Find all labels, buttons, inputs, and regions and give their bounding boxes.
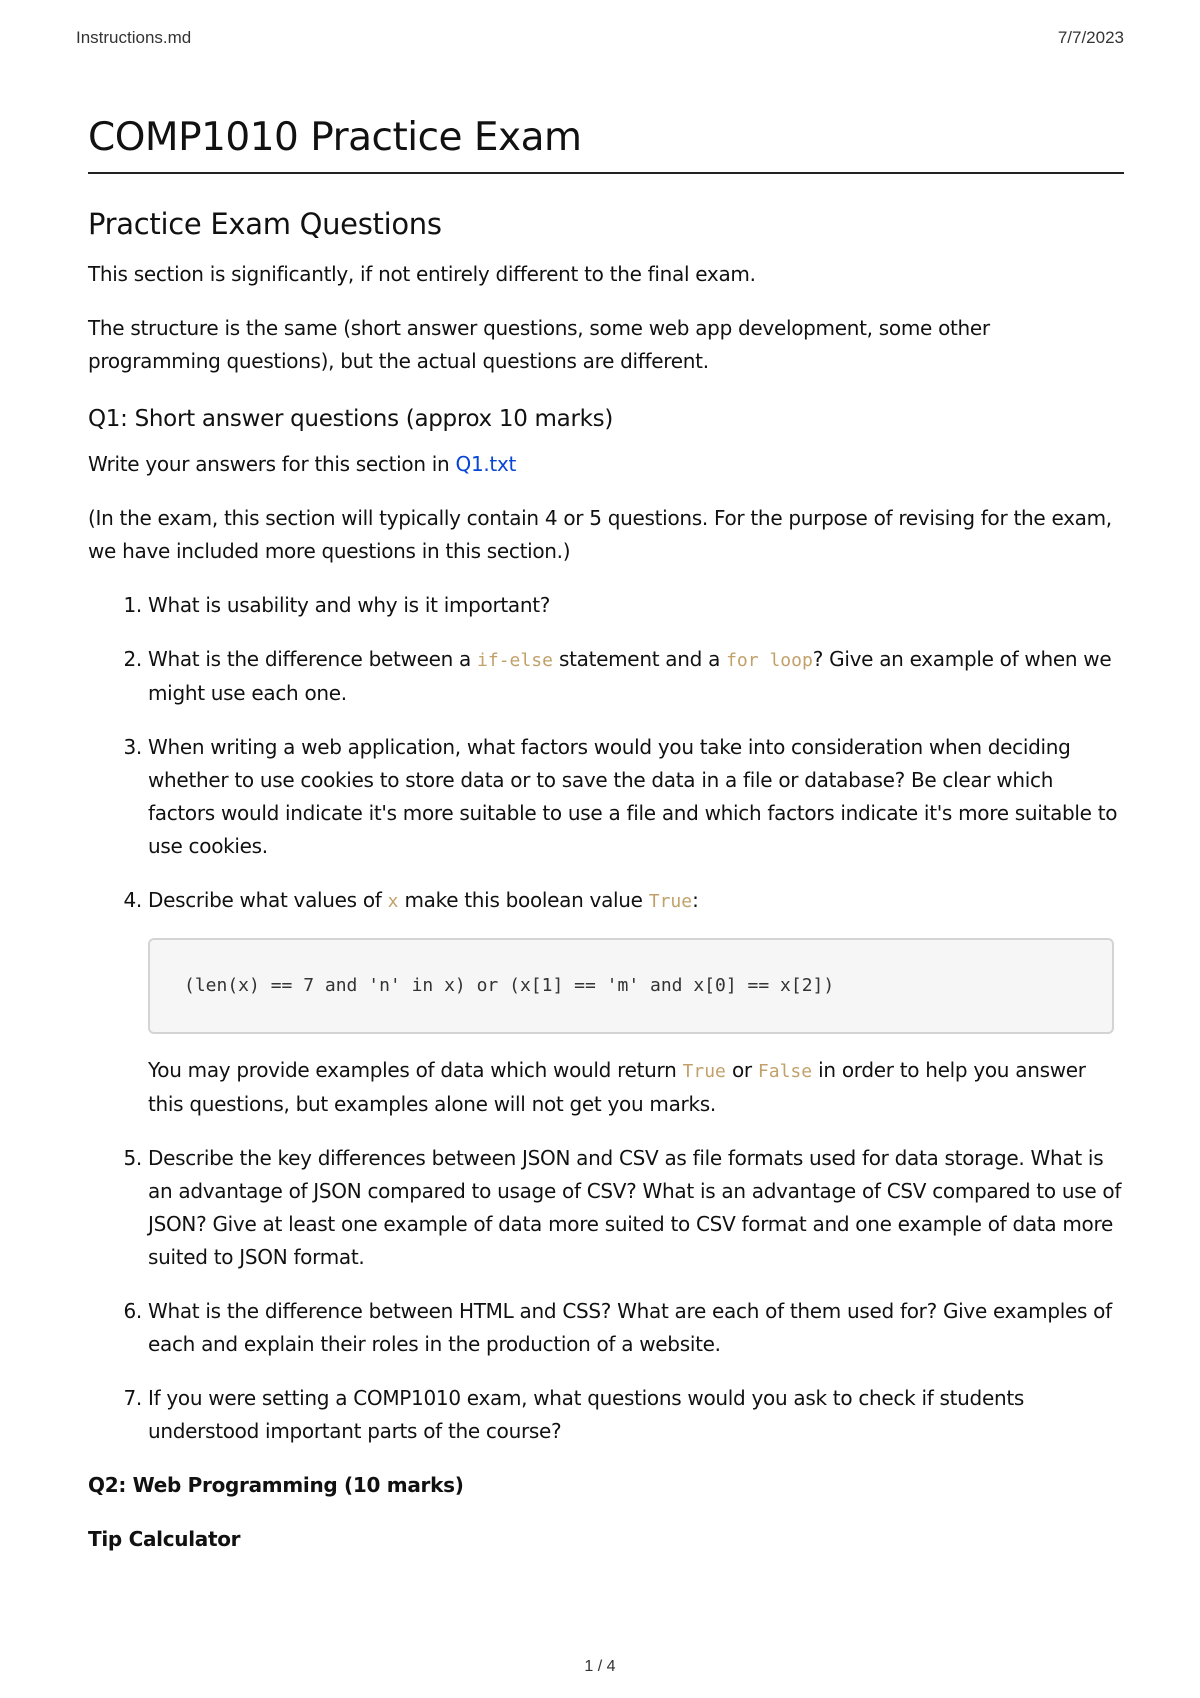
q1-write-instruction (88, 448, 1124, 481)
inline-code: False (757, 1061, 813, 1082)
question-text: What is the difference between a (148, 647, 478, 671)
question-text: statement and a (552, 647, 727, 671)
question-text: ? Give an example of when we might use each one. (148, 647, 1112, 705)
q2-heading: Q2: Web Programming (10 marks) (88, 1473, 464, 1497)
q1-question-list (88, 589, 1124, 1448)
list-item (148, 643, 1124, 710)
print-header (76, 28, 1124, 48)
q1-write-prefix: Write your answers for this section in (88, 452, 456, 476)
q1-file-link[interactable]: Q1.txt (455, 452, 517, 476)
inline-code: for loop (726, 650, 813, 671)
list-item (148, 1382, 1124, 1448)
q4-followup (148, 1054, 1124, 1121)
question-text: What is the difference between HTML and CSS? What are each of them used for? Give examples of each and explain their roles in the production of a website. (148, 1299, 1112, 1356)
question-text: make this boolean value (398, 888, 649, 912)
list-item (148, 1295, 1124, 1361)
page-title: COMP1010 Practice Exam (88, 112, 1124, 174)
print-filename: Instructions.md (76, 28, 192, 47)
question-text: in order to help you answer this questions, but examples alone will not get you marks. (148, 1058, 1086, 1116)
inline-code: if-else (477, 650, 553, 671)
question-text: If you were setting a COMP1010 exam, what questions would you ask to check if students understood important parts of the course? (148, 1386, 1024, 1443)
question-text: You may provide examples of data which would return (148, 1058, 683, 1082)
q1-note: (In the exam, this section will typically contain 4 or 5 questions. For the purpose of revising for the exam, we have included more questions in this section.) (88, 506, 1112, 563)
section-heading: Practice Exam Questions (88, 207, 442, 241)
list-item (148, 731, 1124, 863)
question-text: : (692, 888, 699, 912)
print-date: 7/7/2023 (1057, 28, 1124, 47)
intro-paragraph-2: The structure is the same (short answer questions, some web app development, some other programming questions), but the actual questions are different. (88, 316, 990, 373)
document-body (88, 112, 1124, 1577)
question-text: What is usability and why is it important? (148, 593, 551, 617)
intro-paragraph-1: This section is significantly, if not entirely different to the final exam. (88, 262, 756, 286)
question-text: Describe the key differences between JSON and CSV as file formats used for data storage. What is an advantage of JSON compared to usage of CSV? What is an advantage of CSV compared to use of JSON? Give at least one example of data more suited to CSV format and one example of data more suited to JSON format. (148, 1146, 1122, 1269)
inline-code: True (682, 1061, 726, 1082)
list-item (148, 1142, 1124, 1274)
inline-code: x (387, 891, 399, 912)
question-text: When writing a web application, what factors would you take into consideration when deciding whether to use cookies to store data or to save the data in a file or database? Be clear which factors would indicate it's more suitable to use a file and which factors indicate it's more suitable to use cookies. (148, 735, 1118, 858)
question-text: or (725, 1058, 758, 1082)
q2-subheading: Tip Calculator (88, 1527, 241, 1551)
page-number: 1 / 4 (584, 1658, 616, 1675)
list-item (148, 589, 1124, 622)
list-item (148, 884, 1124, 1121)
question-text: Describe what values of (148, 888, 388, 912)
q1-heading: Q1: Short answer questions (approx 10 marks) (88, 406, 613, 432)
code-block[interactable]: (len(x) == 7 and 'n' in x) or (x[1] == 'm' and x[0] == x[2]) (148, 938, 1114, 1034)
inline-code: True (648, 891, 693, 912)
